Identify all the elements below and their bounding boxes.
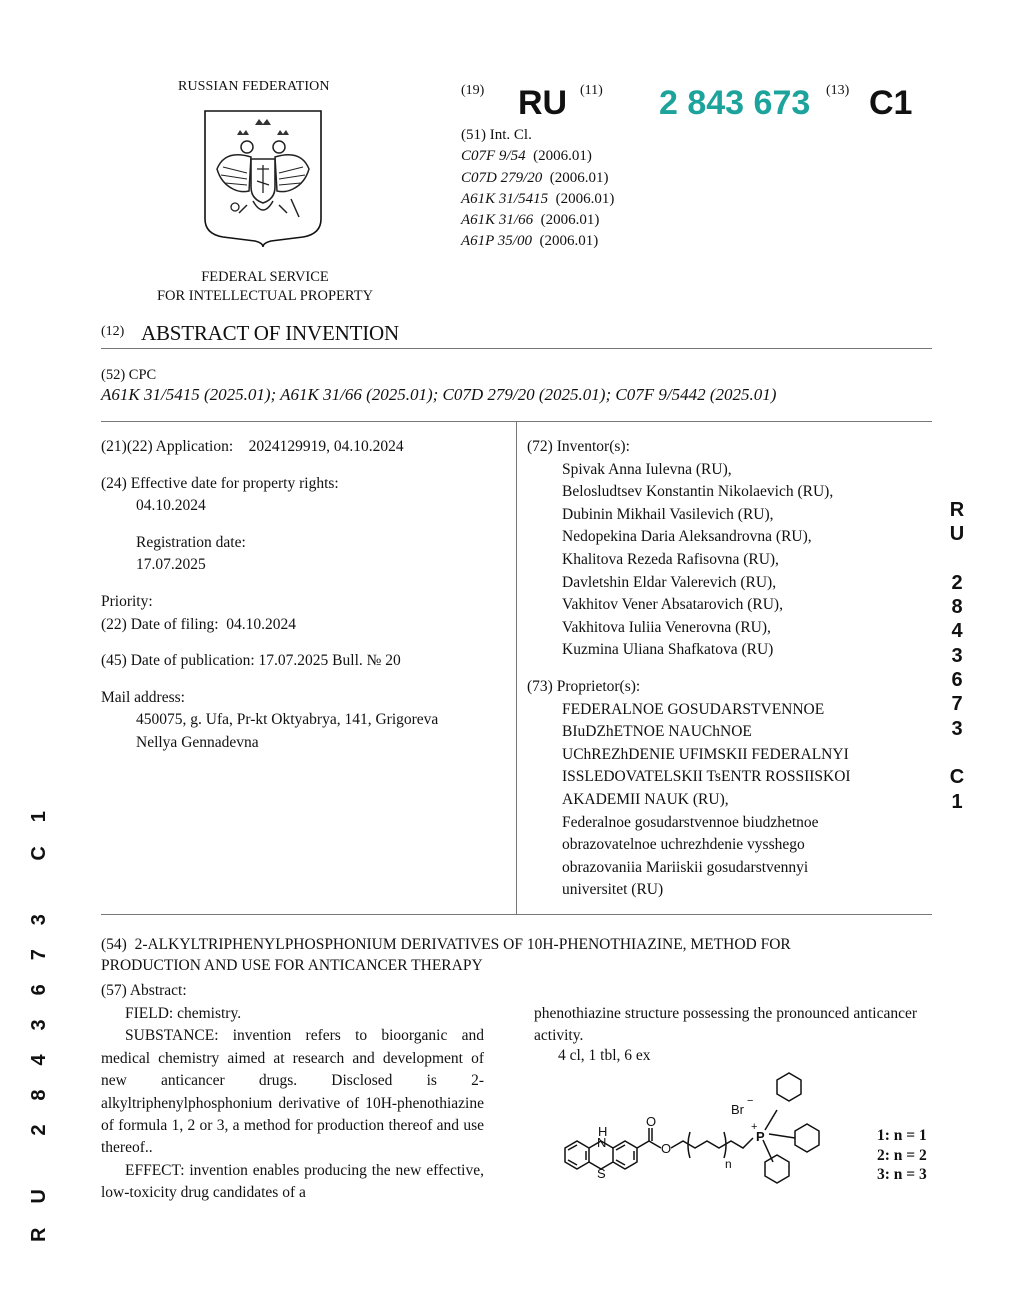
abstract-substance: SUBSTANCE: invention refers to bioorganic and medical chemistry aimed at research and development of new anticancer drugs. Disclosed is 2-alkyltriphenylphosphonium derivative of 10H-phenothiazine of formula 1, 2 or 3, a method for production thereof and use thereof..	[101, 1027, 484, 1157]
inventor-name: Belosludtsev Konstantin Nikolaevich (RU),	[562, 483, 834, 501]
int-cl-date: (2006.01)	[549, 169, 609, 186]
inventor-name: Vakhitov Vener Absatarovich (RU),	[562, 596, 783, 614]
atom-s: S	[597, 1166, 606, 1181]
alkyl-chain	[671, 1138, 753, 1148]
int-cl-row	[461, 168, 614, 189]
side-char: 8	[951, 596, 963, 619]
application-value: 2024129919, 04.10.2024	[248, 438, 404, 455]
proprietors-label: (73) Proprietor(s):	[527, 677, 641, 695]
side-char: 4	[951, 620, 963, 643]
inventor-name: Vakhitova Iuliia Venerovna (RU),	[562, 618, 771, 636]
divider	[101, 914, 932, 915]
abstract-label: (57) Abstract:	[101, 982, 187, 999]
inventor-name: Davletshin Eldar Valerevich (RU),	[562, 573, 777, 591]
effective-date-value: 04.10.2024	[136, 497, 206, 515]
proprietor-line: obrazovaniia Mariiskii gosudarstvennyi	[562, 858, 809, 876]
coat-of-arms-emblem	[203, 109, 323, 249]
int-cl-code: A61P 35/00	[461, 233, 532, 250]
compound-legend	[877, 1126, 927, 1185]
invention-title	[101, 934, 931, 976]
side-char: R	[949, 499, 965, 521]
proprietor-line: UChREZhDENIE UFIMSKII FEDERALNYI	[562, 745, 849, 763]
federal-service-line1: FEDERAL SERVICE	[201, 269, 329, 285]
federal-service-name	[140, 268, 390, 306]
proprietor-line: BIuDZhETNOE NAUChNOE	[562, 723, 752, 741]
abstract-effect: EFFECT: invention enables producing the new effective, low-toxicity drug candidates of a	[101, 1161, 484, 1202]
proprietor-line: obrazovatelnoe uchrezhdenie vysshego	[562, 836, 805, 854]
int-cl-row	[461, 189, 614, 210]
int-cl-code: C07D 279/20	[461, 169, 543, 186]
charge-minus: −	[747, 1095, 754, 1107]
cpc-label: (52) CPC	[101, 367, 157, 383]
cpc-codes: A61K 31/5415 (2025.01); A61K 31/66 (2025.01); C07D 279/20 (2025.01); C07F 9/5442 (2025.01)	[101, 385, 777, 404]
publication-row	[101, 650, 511, 673]
phenyl-ring-bottom	[765, 1155, 789, 1183]
proprietor-line: Federalnoe gosudarstvennoe biudzhetnoe	[562, 813, 819, 831]
side-publication-number-right	[945, 498, 969, 814]
mail-address-label: Mail address:	[101, 688, 185, 706]
abstract-field: FIELD: chemistry.	[125, 1005, 242, 1022]
country-name: RUSSIAN FEDERATION	[178, 79, 330, 94]
side-char: 7	[951, 693, 963, 716]
kind-code: C1	[869, 84, 913, 122]
application-label: (21)(22) Application:	[101, 438, 234, 455]
parties-data	[527, 436, 922, 902]
inid-code-19: (19)	[461, 83, 485, 98]
proprietor-line: universitet (RU)	[562, 881, 664, 899]
charge-plus: +	[751, 1121, 758, 1133]
application-row	[101, 436, 511, 459]
chemical-structure-formula	[555, 1070, 875, 1200]
phenyl-ring-top	[777, 1073, 801, 1101]
atom-o-carbonyl: O	[646, 1114, 657, 1129]
inid-code-13: (13)	[826, 83, 850, 98]
filing-row	[101, 614, 511, 637]
phenyl-ring-right	[795, 1124, 819, 1152]
publication-number: 2 843 673	[659, 84, 811, 122]
filing-label: (22) Date of filing:	[101, 615, 219, 633]
repeat-subscript-n: n	[725, 1157, 732, 1171]
federal-service-line2: FOR INTELLECTUAL PROPERTY	[156, 288, 374, 304]
inventor-name: Dubinin Mikhail Vasilevich (RU),	[562, 505, 774, 523]
proprietor-line: AKADEMII NAUK (RU),	[562, 790, 729, 808]
bulletin-number: Bull. № 20	[332, 652, 401, 670]
inventor-name: Khalitova Rezeda Rafisovna (RU),	[562, 550, 779, 568]
inid-code-11: (11)	[580, 83, 603, 98]
side-char: C	[949, 766, 965, 789]
atom-p: P	[756, 1129, 765, 1144]
publication-value: 17.07.2025	[258, 652, 329, 670]
side-char: U	[949, 523, 965, 546]
legend-item: 2: n = 2	[877, 1146, 927, 1164]
effective-date-label: (24) Effective date for property rights:	[101, 474, 339, 492]
claims-count: 4 cl, 1 tbl, 6 ex	[558, 1047, 651, 1064]
registration-date-label: Registration date:	[136, 533, 246, 551]
atom-o-ester: O	[661, 1141, 672, 1156]
side-char: 3	[951, 644, 963, 667]
side-char: 6	[951, 669, 963, 692]
side-char: 1	[951, 790, 963, 813]
mail-address-line1: 450075, g. Ufa, Pr-kt Oktyabrya, 141, Grigoreva	[136, 711, 439, 729]
int-cl-row	[461, 146, 614, 167]
side-char: 2	[951, 571, 963, 594]
title-text-1: 2-ALKYLTRIPHENYLPHOSPHONIUM DERIVATIVES OF 10H-PHENOTHIAZINE, METHOD FOR	[134, 936, 791, 953]
int-cl-date: (2006.01)	[540, 212, 600, 229]
int-cl-code: C07F 9/54	[461, 148, 526, 165]
side-publication-number-left: R U 2 8 4 3 6 7 3 C 1	[28, 801, 50, 1242]
abstract-right-column	[534, 1003, 917, 1048]
atom-h: H	[598, 1124, 608, 1139]
proprietor-line: FEDERALNOE GOSUDARSTVENNOE	[562, 700, 825, 718]
publication-label: (45) Date of publication:	[101, 652, 255, 670]
inid-code-54: (54)	[101, 936, 127, 953]
office-code: RU	[518, 84, 568, 122]
int-cl-code: A61K 31/66	[461, 212, 534, 229]
atom-n: N	[597, 1135, 607, 1150]
mail-address-line2: Nellya Gennadevna	[136, 733, 259, 751]
abstract-effect-cont: phenothiazine structure possessing the pronounced anticancer activity.	[534, 1005, 917, 1045]
legend-item: 1: n = 1	[877, 1127, 927, 1144]
registration-date-value: 17.07.2025	[136, 556, 206, 574]
inventor-name: Nedopekina Daria Aleksandrovna (RU),	[562, 528, 812, 546]
int-cl-date: (2006.01)	[533, 148, 592, 165]
inventor-name: Spivak Anna Iulevna (RU),	[562, 460, 732, 478]
int-cl-date: (2006.01)	[555, 190, 615, 207]
divider	[101, 348, 932, 349]
title-line1	[101, 934, 931, 955]
atom-br: Br	[731, 1102, 744, 1117]
side-char: 3	[951, 717, 963, 740]
abstract-left-column	[101, 1003, 484, 1205]
int-cl-block	[461, 125, 614, 253]
inventor-name: Kuzmina Uliana Shafkatova (RU)	[562, 641, 774, 659]
title-text-2: PRODUCTION AND USE FOR ANTICANCER THERAPY	[101, 957, 483, 974]
column-divider	[516, 422, 517, 914]
proprietor-line: ISSLEDOVATELSKII TsENTR ROSSIISKOI	[562, 768, 851, 786]
priority-label: Priority:	[101, 592, 153, 610]
inventors-label: (72) Inventor(s):	[527, 438, 630, 455]
int-cl-row	[461, 210, 614, 231]
legend-item: 3: n = 3	[877, 1166, 927, 1183]
document-type-title: ABSTRACT OF INVENTION	[141, 321, 399, 345]
inid-code-12: (12)	[101, 324, 125, 339]
side-char	[945, 547, 969, 571]
int-cl-date: (2006.01)	[539, 233, 599, 250]
int-cl-label: (51) Int. Cl.	[461, 127, 532, 143]
bibliographic-data	[101, 436, 511, 755]
int-cl-row	[461, 231, 614, 252]
int-cl-code: A61K 31/5415	[461, 190, 549, 207]
filing-value: 04.10.2024	[226, 615, 297, 633]
side-char	[945, 741, 969, 765]
